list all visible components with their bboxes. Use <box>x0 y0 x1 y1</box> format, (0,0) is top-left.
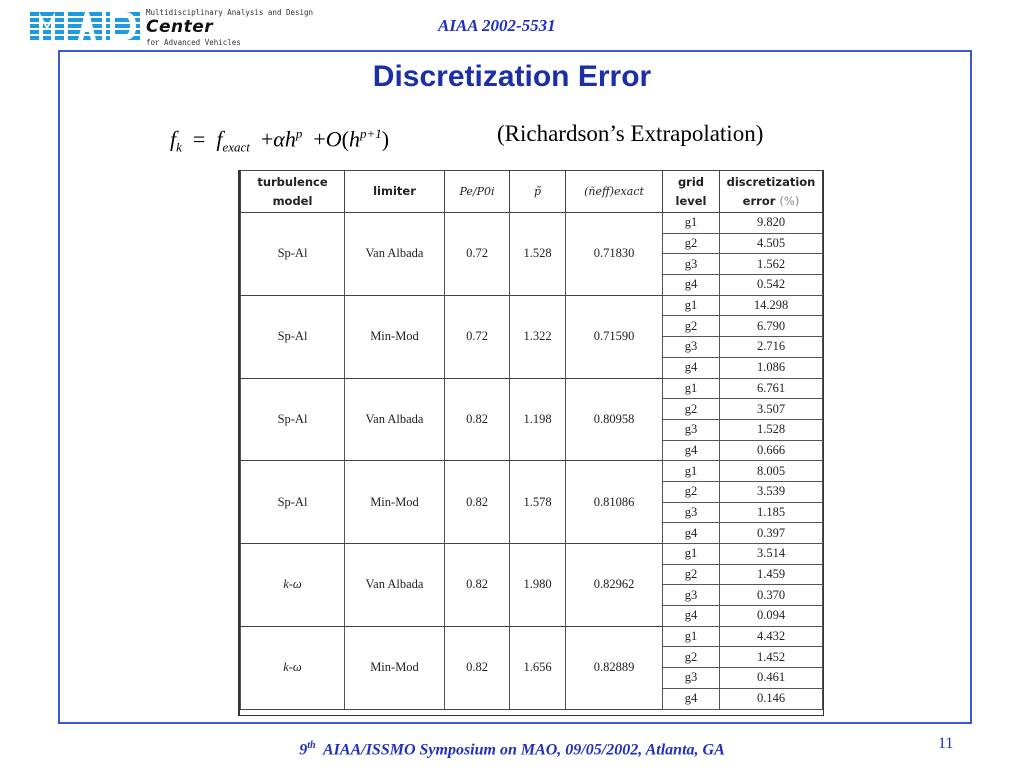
cell-discretization-error: 0.146 <box>720 688 823 709</box>
header-text: level <box>675 193 707 208</box>
formula-sup-p: p <box>295 126 303 141</box>
cell-discretization-error: 2.716 <box>720 337 823 358</box>
slide-title: Discretization Error <box>372 60 652 93</box>
cell-pe-p0i: 0.82 <box>445 461 510 544</box>
header-limiter: limiter <box>345 171 445 213</box>
table-body <box>241 213 823 710</box>
formula-f2: f <box>216 126 223 152</box>
cell-limiter: Min-Mod <box>345 461 445 544</box>
cell-n-eff-exact: 0.82889 <box>566 626 663 709</box>
cell-discretization-error: 4.432 <box>720 626 823 647</box>
cell-turbulence-model: k-ω <box>241 544 345 627</box>
formula-equals: = <box>192 126 206 152</box>
cell-discretization-error: 0.094 <box>720 606 823 627</box>
cell-pe-p0i: 0.72 <box>445 213 510 296</box>
cell-discretization-error: 1.528 <box>720 419 823 440</box>
cell-n-eff-exact: 0.80958 <box>566 378 663 461</box>
cell-discretization-error: 0.370 <box>720 585 823 606</box>
formula-sub-exact: exact <box>222 139 250 155</box>
cell-grid-level: g3 <box>663 585 720 606</box>
footer-num-sup: th <box>307 740 316 751</box>
cell-pe-p0i: 0.72 <box>445 295 510 378</box>
formula-alpha: α <box>273 126 285 152</box>
formula-f: f <box>170 126 177 152</box>
header-text: turbulence <box>257 174 328 189</box>
cell-discretization-error: 1.185 <box>720 502 823 523</box>
cell-turbulence-model: Sp-Al <box>241 295 345 378</box>
table-row <box>241 378 823 399</box>
mad-center-logo <box>30 8 314 48</box>
table-header-row <box>241 171 823 213</box>
cell-discretization-error: 0.397 <box>720 523 823 544</box>
page-number: 11 <box>938 735 954 752</box>
header-text: model <box>272 193 313 208</box>
footer-conference: AIAA/ISSMO Symposium on MAO, 09/05/2002, Atlanta, GA <box>323 741 725 759</box>
cell-p-tilde: 1.198 <box>510 378 566 461</box>
cell-grid-level: g1 <box>663 461 720 482</box>
discretization-table-container <box>238 170 824 716</box>
cell-grid-level: g2 <box>663 647 720 668</box>
cell-grid-level: g2 <box>663 233 720 254</box>
cell-grid-level: g2 <box>663 316 720 337</box>
cell-limiter: Min-Mod <box>345 626 445 709</box>
logo-subtitle-top: Multidisciplinary Analysis and Design <box>146 8 314 17</box>
header-p-tilde: p̃ <box>510 171 566 213</box>
formula-O: O <box>325 126 342 152</box>
cell-grid-level: g4 <box>663 688 720 709</box>
cell-turbulence-model: Sp-Al <box>241 378 345 461</box>
cell-grid-level: g1 <box>663 213 720 234</box>
header-unit: (%) <box>779 193 800 208</box>
header-grid-level <box>663 171 720 213</box>
richardson-formula <box>170 126 389 156</box>
cell-discretization-error: 14.298 <box>720 295 823 316</box>
header-turbulence-model <box>241 171 345 213</box>
cell-grid-level: g3 <box>663 337 720 358</box>
footer-num: 9 <box>299 741 308 759</box>
cell-limiter: Min-Mod <box>345 295 445 378</box>
cell-grid-level: g4 <box>663 523 720 544</box>
cell-grid-level: g3 <box>663 419 720 440</box>
cell-p-tilde: 1.656 <box>510 626 566 709</box>
cell-pe-p0i: 0.82 <box>445 626 510 709</box>
cell-discretization-error: 1.562 <box>720 254 823 275</box>
cell-pe-p0i: 0.82 <box>445 378 510 461</box>
cell-discretization-error: 3.539 <box>720 481 823 502</box>
cell-limiter: Van Albada <box>345 544 445 627</box>
cell-discretization-error: 1.452 <box>720 647 823 668</box>
formula-h2: h <box>349 126 360 152</box>
table-row <box>241 295 823 316</box>
cell-discretization-error: 6.761 <box>720 378 823 399</box>
logo-center-word: Center <box>146 17 214 37</box>
formula-sup-p1: p+1 <box>360 126 382 141</box>
mad-logo-mark <box>30 10 142 46</box>
cell-turbulence-model: Sp-Al <box>241 461 345 544</box>
cell-p-tilde: 1.322 <box>510 295 566 378</box>
table-row <box>241 213 823 234</box>
cell-p-tilde: 1.980 <box>510 544 566 627</box>
table-row <box>241 461 823 482</box>
cell-discretization-error: 0.542 <box>720 275 823 296</box>
cell-discretization-error: 3.507 <box>720 399 823 420</box>
cell-p-tilde: 1.578 <box>510 461 566 544</box>
cell-limiter: Van Albada <box>345 213 445 296</box>
cell-grid-level: g2 <box>663 399 720 420</box>
cell-n-eff-exact: 0.71830 <box>566 213 663 296</box>
table-row <box>241 626 823 647</box>
cell-discretization-error: 4.505 <box>720 233 823 254</box>
table-row <box>241 544 823 565</box>
footer-text <box>0 740 1024 759</box>
cell-discretization-error: 1.086 <box>720 357 823 378</box>
cell-grid-level: g4 <box>663 275 720 296</box>
cell-discretization-error: 8.005 <box>720 461 823 482</box>
cell-limiter: Van Albada <box>345 378 445 461</box>
cell-turbulence-model: k-ω <box>241 626 345 709</box>
cell-n-eff-exact: 0.81086 <box>566 461 663 544</box>
header-discretization-error <box>720 171 823 213</box>
cell-grid-level: g1 <box>663 544 720 565</box>
richardson-label: (Richardson’s Extrapolation) <box>497 121 764 146</box>
cell-grid-level: g1 <box>663 378 720 399</box>
cell-discretization-error: 6.790 <box>720 316 823 337</box>
cell-turbulence-model: Sp-Al <box>241 213 345 296</box>
formula-h: h <box>284 126 296 152</box>
cell-pe-p0i: 0.82 <box>445 544 510 627</box>
cell-discretization-error: 1.459 <box>720 564 823 585</box>
cell-grid-level: g4 <box>663 606 720 627</box>
cell-grid-level: g3 <box>663 502 720 523</box>
cell-grid-level: g3 <box>663 254 720 275</box>
header-text: error <box>742 193 776 208</box>
cell-grid-level: g3 <box>663 668 720 689</box>
formula-sub-k: k <box>176 139 182 155</box>
discretization-table <box>240 170 823 710</box>
header-n-eff-exact: (ñeff)exact <box>566 171 663 213</box>
formula-rparen: ) <box>381 126 390 152</box>
cell-grid-level: g2 <box>663 481 720 502</box>
cell-grid-level: g1 <box>663 295 720 316</box>
header-text: discretization <box>726 174 816 189</box>
cell-p-tilde: 1.528 <box>510 213 566 296</box>
formula-plus-1: + <box>260 126 274 152</box>
header-pe-p0i: Pe/P0i <box>445 171 510 213</box>
formula-plus-2: + <box>313 126 326 152</box>
cell-grid-level: g4 <box>663 357 720 378</box>
cell-discretization-error: 0.666 <box>720 440 823 461</box>
formula-lparen: ( <box>341 126 349 152</box>
cell-discretization-error: 3.514 <box>720 544 823 565</box>
cell-n-eff-exact: 0.82962 <box>566 544 663 627</box>
cell-grid-level: g4 <box>663 440 720 461</box>
paper-reference: AIAA 2002-5531 <box>438 16 556 35</box>
cell-discretization-error: 9.820 <box>720 213 823 234</box>
header-text: grid <box>677 174 705 189</box>
cell-grid-level: g1 <box>663 626 720 647</box>
cell-discretization-error: 0.461 <box>720 668 823 689</box>
logo-subtitle-bottom: for Advanced Vehicles <box>146 38 241 47</box>
cell-n-eff-exact: 0.71590 <box>566 295 663 378</box>
cell-grid-level: g2 <box>663 564 720 585</box>
